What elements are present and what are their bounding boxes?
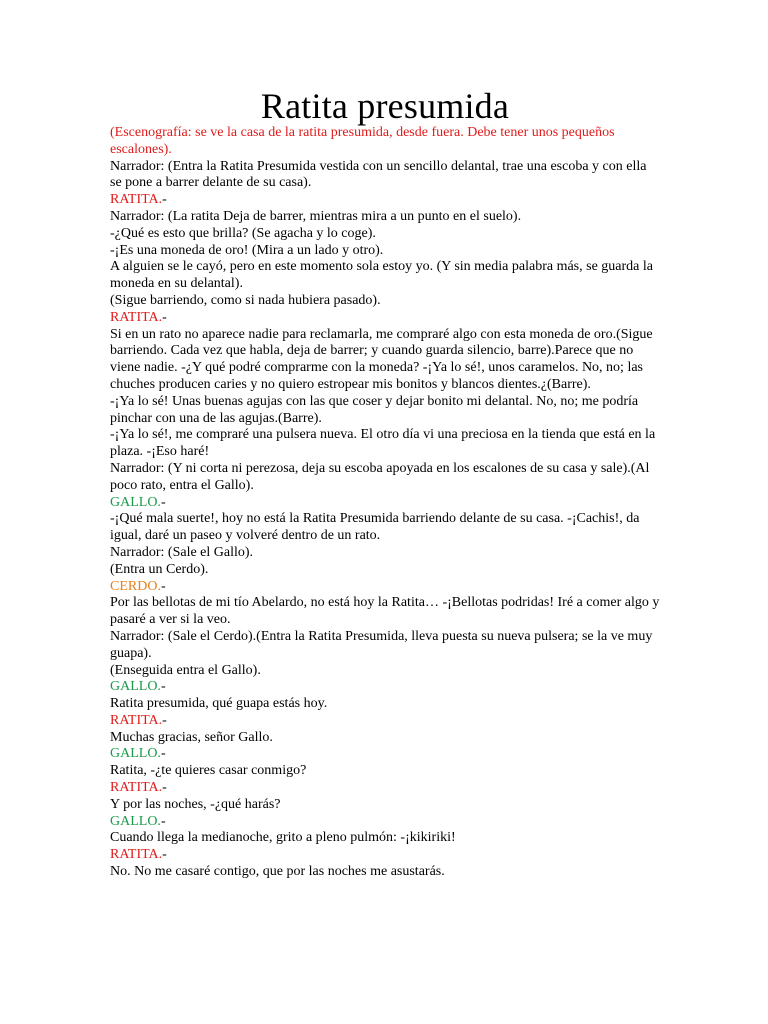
dialogue-line: Cuando llega la medianoche, grito a pleno pulmón: -¡kikiriki!: [110, 830, 456, 846]
speaker-name: RATITA.: [110, 712, 163, 728]
speaker-line-ratita: [110, 780, 660, 797]
dialogue-line: A alguien se le cayó, pero en este momento sola estoy yo. (Y sin media palabra más, se guarda la moneda en su delantal).: [110, 259, 653, 292]
speaker-dash: -: [162, 780, 167, 796]
dialogue-line: Ratita, -¿te quieres casar conmigo?: [110, 763, 307, 779]
document-title: Ratita presumida: [260, 86, 510, 126]
speaker-dash: -: [162, 712, 167, 728]
dialogue-line: Si en un rato no aparece nadie para reclamarla, me compraré algo con esta moneda de oro.(Sigue barriendo. Cada vez que habla, deja de barrer; y cuando guarda silencio, barre).Parece que no viene nadie. -¿Y qué podré comprarme con la moneda? -¡Ya lo sé!, unos caramelos. No, no; las chuches producen caries y no quiero estropear mis bonitos y blancos dientes.¿(Barre).: [110, 326, 653, 392]
speaker-line-gallo: [110, 746, 660, 763]
dialogue-line: -¡Ya lo sé!, me compraré una pulsera nueva. El otro día vi una preciosa en la tienda que está en la plaza. -¡Eso haré!: [110, 427, 656, 460]
speaker-line-gallo: [110, 814, 660, 831]
speaker-dash: -: [160, 578, 166, 594]
speaker-name: GALLO.: [110, 679, 161, 695]
dialogue-line: (Entra un Cerdo).: [110, 561, 209, 577]
speaker-name: RATITA.: [110, 192, 163, 208]
dialogue-line: -¡Ya lo sé! Unas buenas agujas con las que coser y dejar bonito mi delantal. No, no; me podría pinchar con una de las agujas.(Barre).: [110, 393, 639, 426]
dialogue-line: Narrador: (Y ni corta ni perezosa, deja su escoba apoyada en los escalones de su casa y sale).(Al poco rato, entra el Gallo).: [110, 460, 650, 493]
speaker-line-ratita: [110, 847, 660, 864]
speaker-name: RATITA.: [110, 847, 163, 863]
speaker-line-gallo: [110, 495, 660, 512]
dialogue-line: -¡Qué mala suerte!, hoy no está la Ratita Presumida barriendo delante de su casa. -¡Cachis!, da igual, daré un paseo y volveré dentro de un rato.: [110, 511, 640, 544]
speaker-line-ratita: [110, 192, 660, 209]
speaker-line-gallo: [110, 679, 660, 696]
speaker-line-cerdo: [110, 579, 660, 596]
speaker-name: GALLO.: [110, 494, 161, 510]
speaker-name: GALLO.: [110, 813, 161, 829]
dialogue-line: -¡Es una moneda de oro! (Mira a un lado y otro).: [110, 242, 384, 258]
speaker-dash: -: [162, 192, 167, 208]
script-body: [110, 125, 660, 881]
speaker-dash: -: [160, 494, 166, 510]
speaker-line-ratita: [110, 310, 660, 327]
dialogue-line: (Enseguida entra el Gallo).: [110, 662, 261, 678]
speaker-name: RATITA.: [110, 309, 163, 325]
speaker-name: GALLO.: [110, 746, 161, 762]
dialogue-line: Narrador: (Sale el Gallo).: [110, 544, 254, 560]
dialogue-line: Y por las noches, -¿qué harás?: [110, 796, 281, 812]
speaker-line-ratita: [110, 713, 660, 730]
dialogue-line: Muchas gracias, señor Gallo.: [110, 729, 273, 745]
dialogue-line: (Sigue barriendo, como si nada hubiera pasado).: [110, 292, 381, 308]
dialogue-line: Narrador: (Entra la Ratita Presumida vestida con un sencillo delantal, trae una escoba y con ella se pone a barrer delante de su casa).: [110, 158, 647, 191]
stage-direction: (Escenografía: se ve la casa de la ratita presumida, desde fuera. Debe tener unos pequeños escalones).: [110, 125, 615, 157]
dialogue-line: Narrador: (La ratita Deja de barrer, mientras mira a un punto en el suelo).: [110, 208, 522, 224]
speaker-dash: -: [162, 309, 167, 325]
speaker-name: CERDO.: [110, 578, 161, 594]
document-page: [110, 84, 660, 881]
dialogue-line: Ratita presumida, qué guapa estás hoy.: [110, 696, 328, 712]
dialogue-line: No. No me casaré contigo, que por las noches me asustarás.: [110, 864, 445, 880]
dialogue-line: Narrador: (Sale el Cerdo).(Entra la Ratita Presumida, lleva puesta su nueva pulsera; se la ve muy guapa).: [110, 628, 653, 661]
speaker-dash: -: [160, 746, 166, 762]
speaker-dash: -: [162, 847, 167, 863]
speaker-dash: -: [160, 813, 166, 829]
speaker-name: RATITA.: [110, 780, 163, 796]
speaker-dash: -: [160, 679, 166, 695]
dialogue-line: -¿Qué es esto que brilla? (Se agacha y lo coge).: [110, 225, 376, 241]
dialogue-line: Por las bellotas de mi tío Abelardo, no está hoy la Ratita… -¡Bellotas podridas! Iré a comer algo y pasaré a ver si la veo.: [110, 595, 660, 628]
